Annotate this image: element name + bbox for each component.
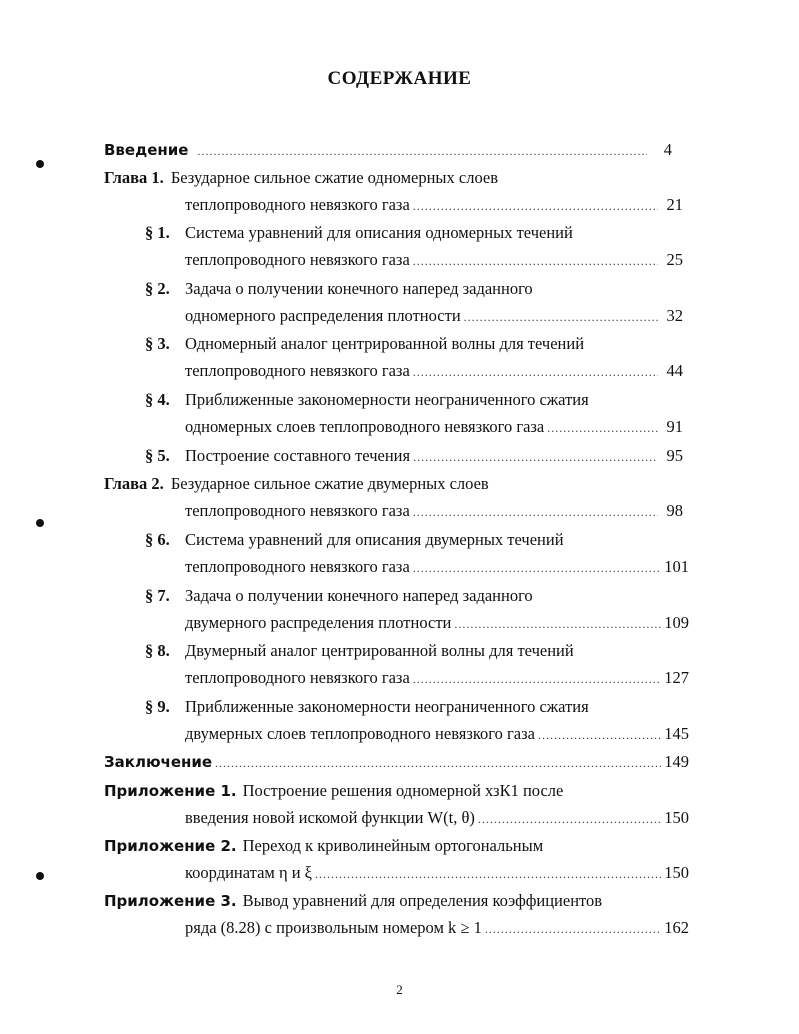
- toc-entry-app2-cont[interactable]: [185, 863, 689, 883]
- dot-leader: [478, 812, 661, 827]
- entry-title: Задача о получении конечного наперед заданного: [185, 586, 533, 605]
- entry-label: § 5.: [145, 446, 170, 465]
- entry-label: Глава 1.: [104, 168, 164, 187]
- page-ref: 101: [664, 557, 689, 576]
- toc-entry-s8-cont[interactable]: [185, 668, 689, 688]
- entry-title: координатам η и ξ: [185, 863, 313, 882]
- entry-title: Построение составного течения: [185, 446, 411, 465]
- dot-leader: [413, 561, 661, 576]
- page-ref: 95: [666, 446, 683, 465]
- entry-label: Введение: [104, 141, 189, 159]
- entry-title: теплопроводного невязкого газа: [185, 501, 410, 520]
- entry-label: § 3.: [145, 334, 170, 353]
- entry-title: теплопроводного невязкого газа: [185, 250, 410, 269]
- entry-title: одномерного распределения плотности: [185, 306, 461, 325]
- margin-mark: [36, 519, 44, 527]
- dot-leader: [315, 867, 661, 882]
- toc-entry-s2-cont[interactable]: [185, 306, 683, 326]
- toc-entry-app3[interactable]: [104, 891, 689, 911]
- dot-leader: [547, 421, 658, 436]
- page-ref: 150: [664, 863, 689, 882]
- page-ref: 91: [666, 417, 683, 436]
- dot-leader: [413, 365, 658, 380]
- page-ref: 21: [666, 195, 683, 214]
- dot-leader: [197, 144, 647, 159]
- toc-entry-intro[interactable]: [104, 140, 672, 160]
- dot-leader: [215, 756, 661, 771]
- entry-title: Двумерный аналог центрированной волны для течений: [185, 641, 574, 660]
- entry-label: Приложение 3.: [104, 892, 237, 910]
- entry-label: § 6.: [145, 530, 170, 549]
- entry-title: теплопроводного невязкого газа: [185, 361, 410, 380]
- entry-title: Приближенные закономерности неограниченного сжатия: [185, 390, 589, 409]
- dot-leader: [413, 254, 658, 269]
- toc-entry-s9-cont[interactable]: [185, 724, 689, 744]
- entry-title: теплопроводного невязкого газа: [185, 668, 410, 687]
- margin-mark: [36, 160, 44, 168]
- toc-entry-ch2-cont[interactable]: [185, 501, 683, 521]
- page-ref: 109: [664, 613, 689, 632]
- toc-entry-app1[interactable]: [104, 781, 689, 801]
- entry-label: Приложение 2.: [104, 837, 237, 855]
- entry-title: Переход к криволинейным ортогональным: [242, 836, 544, 855]
- toc-entry-s5[interactable]: [185, 446, 683, 466]
- entry-label: Заключение: [104, 753, 213, 771]
- dot-leader: [413, 672, 661, 687]
- toc-entry-s7[interactable]: [185, 586, 685, 606]
- entry-title: Одномерный аналог центрированной волны для течений: [185, 334, 585, 353]
- page-title: СОДЕРЖАНИЕ: [327, 68, 472, 89]
- entry-title: Построение решения одномерной хзК1 после: [242, 781, 564, 800]
- page-ref: 127: [664, 668, 689, 687]
- entry-title: Безударное сильное сжатие двумерных слоев: [170, 474, 489, 493]
- entry-label: Приложение 1.: [104, 782, 237, 800]
- toc-entry-s9[interactable]: [185, 697, 685, 717]
- entry-label: § 7.: [145, 586, 170, 605]
- toc-entry-ch1-cont[interactable]: [185, 195, 683, 215]
- toc-entry-s3-cont[interactable]: [185, 361, 683, 381]
- page-ref: 150: [664, 808, 689, 827]
- entry-label: § 2.: [145, 279, 170, 298]
- entry-title: теплопроводного невязкого газа: [185, 557, 410, 576]
- toc-entry-ch2[interactable]: [104, 474, 684, 494]
- entry-title: Задача о получении конечного наперед заданного: [185, 279, 533, 298]
- dot-leader: [454, 617, 661, 632]
- entry-title: Система уравнений для описания двумерных течений: [185, 530, 564, 549]
- toc-entry-ch1[interactable]: [104, 168, 684, 188]
- page-ref: 32: [666, 306, 683, 325]
- entry-title: двумерного распределения плотности: [185, 613, 452, 632]
- dot-leader: [413, 199, 658, 214]
- page-number: 2: [396, 982, 403, 997]
- page-ref: 25: [666, 250, 683, 269]
- page-ref: 149: [664, 752, 689, 771]
- dot-leader: [464, 310, 658, 325]
- page-ref: 4: [663, 140, 672, 159]
- toc-entry-conclusion[interactable]: [104, 752, 689, 772]
- toc-entry-app1-cont[interactable]: [185, 808, 689, 828]
- page-ref: 162: [664, 918, 689, 937]
- entry-title: введения новой искомой функции W(t, θ): [185, 808, 475, 827]
- entry-label: § 9.: [145, 697, 170, 716]
- dot-leader: [413, 505, 658, 520]
- toc-entry-s2[interactable]: [185, 279, 683, 299]
- toc-entry-s8[interactable]: [185, 641, 685, 661]
- page-ref: 145: [664, 724, 689, 743]
- entry-label: § 4.: [145, 390, 170, 409]
- toc-entry-s1[interactable]: [185, 223, 683, 243]
- dot-leader: [413, 450, 658, 465]
- toc-entry-app3-cont[interactable]: [185, 918, 689, 938]
- entry-title: Приближенные закономерности неограниченного сжатия: [185, 697, 589, 716]
- entry-label: Глава 2.: [104, 474, 164, 493]
- toc-entry-s6[interactable]: [185, 530, 685, 550]
- dot-leader: [485, 922, 661, 937]
- toc-entry-s1-cont[interactable]: [185, 250, 683, 270]
- margin-mark: [36, 872, 44, 880]
- toc-entry-s4[interactable]: [185, 390, 683, 410]
- toc-entry-s4-cont[interactable]: [185, 417, 683, 437]
- toc-entry-s3[interactable]: [185, 334, 683, 354]
- toc-entry-app2[interactable]: [104, 836, 689, 856]
- entry-title: теплопроводного невязкого газа: [185, 195, 410, 214]
- page-ref: 44: [666, 361, 683, 380]
- entry-title: Система уравнений для описания одномерных течений: [185, 223, 573, 242]
- entry-label: § 8.: [145, 641, 170, 660]
- entry-title: двумерных слоев теплопроводного невязкого газа: [185, 724, 535, 743]
- page-ref: 98: [666, 501, 683, 520]
- entry-label: § 1.: [145, 223, 170, 242]
- entry-title: ряда (8.28) с произвольным номером k ≥ 1: [185, 918, 482, 937]
- toc-entry-s6-cont[interactable]: [185, 557, 689, 577]
- dot-leader: [538, 728, 661, 743]
- entry-title: Безударное сильное сжатие одномерных слоев: [170, 168, 499, 187]
- entry-title: одномерных слоев теплопроводного невязкого газа: [185, 417, 545, 436]
- entry-title: Вывод уравнений для определения коэффициентов: [242, 891, 603, 910]
- toc-entry-s7-cont[interactable]: [185, 613, 689, 633]
